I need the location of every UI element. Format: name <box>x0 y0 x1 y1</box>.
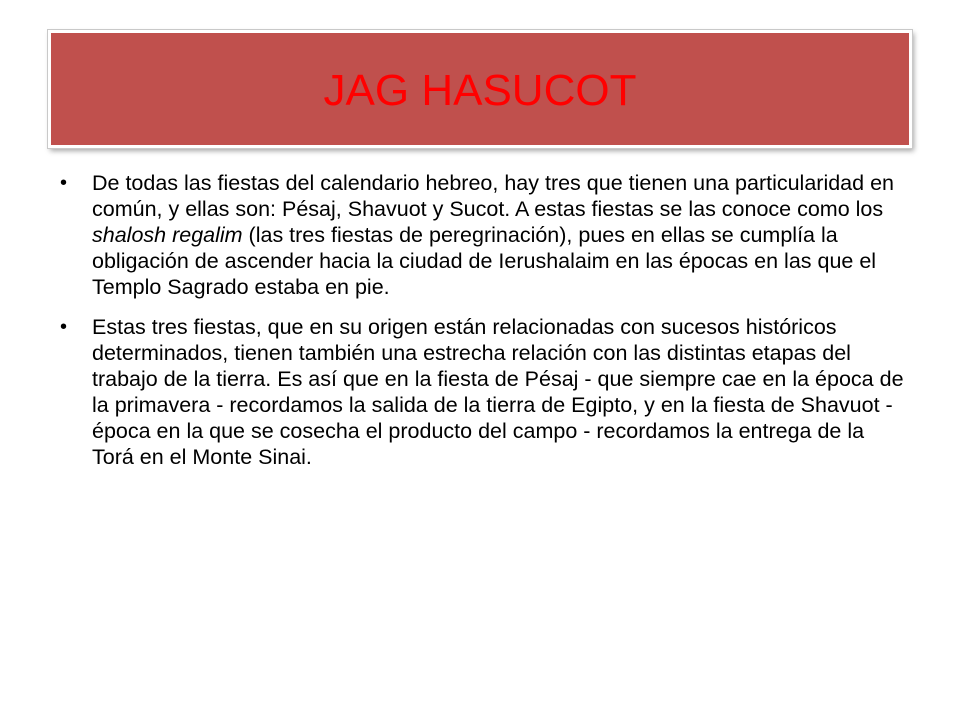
bullet-item-2 <box>60 314 910 470</box>
bullet-list <box>60 170 910 484</box>
slide-title: JAG HASUCOT <box>323 66 637 115</box>
bullet-2-text: Estas tres fiestas, que en su origen están relacionadas con sucesos históricos determinados, tienen también una estrecha relación con las distintas etapas del trabajo de la tierra. Es así que en la fiesta de Pésaj - que siempre cae en la época de la primavera - recordamos la salida de la tierra de Egipto, y en la fiesta de Shavuot - época en la que se cosecha el producto del campo - recordamos la entrega de la Torá en el Monte Sinai. <box>92 315 904 469</box>
bullet-1-text-italic: shalosh regalim <box>92 223 243 247</box>
bullet-icon: • <box>60 172 68 194</box>
title-banner <box>48 30 912 148</box>
bullet-item-1 <box>60 170 910 300</box>
bullet-icon: • <box>60 316 68 338</box>
bullet-1-text-before: De todas las fiestas del calendario hebreo, hay tres que tienen una particularidad en común, y ellas son: Pésaj, Shavuot y Sucot. A estas fiestas se las conoce como los <box>92 171 894 221</box>
bullet-1-text-after: (las tres fiestas de peregrinación), pues en ellas se cumplía la obligación de ascender hacia la ciudad de Ierushalaim en las épocas en las que el Templo Sagrado estaba en pie. <box>92 223 877 299</box>
